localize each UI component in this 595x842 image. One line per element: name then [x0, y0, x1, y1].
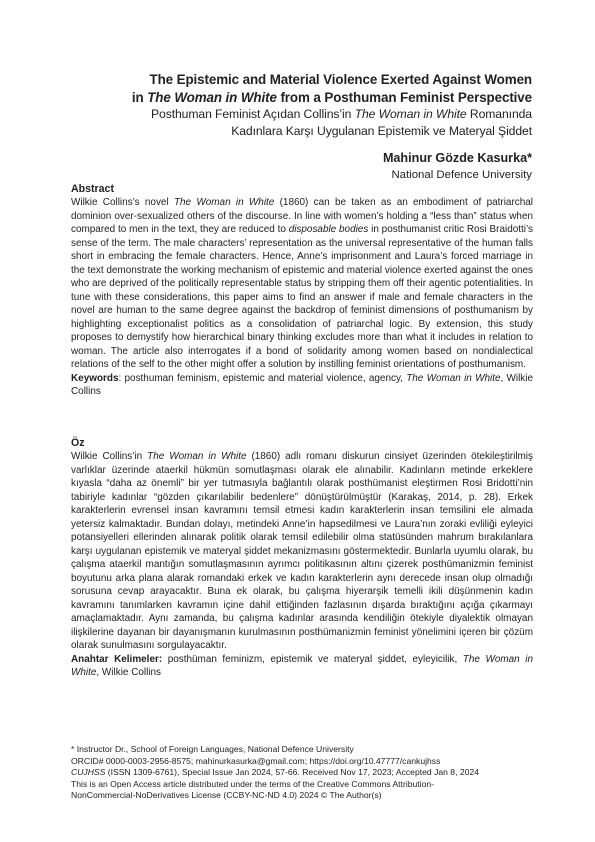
anahtar-kelimeler-text: posthüman feminizm, epistemik ve materyal şiddet, eyleyicilik,: [162, 653, 463, 665]
subtitle-line-2: Kadınlara Karşı Uygulanan Epistemik ve Materyal Şiddet: [231, 124, 532, 138]
abstract-text-2: (1860) can be taken as an embodiment of patriarchal dominion over-sexualized others of the discourse. In line with women’s holding a “less than” status when compared to men in the text, they are reduced to: [71, 197, 533, 235]
oz-heading: Öz: [71, 437, 85, 449]
abstract-heading: Abstract: [71, 183, 114, 195]
author-name: Mahinur Gözde Kasurka*: [382, 151, 532, 165]
keywords-end: , Wilkie Collins: [71, 372, 534, 397]
anahtar-kelimeler-label: Anahtar Kelimeler:: [71, 653, 163, 665]
oz-keywords: [71, 653, 533, 680]
abstract-italic-2: disposable bodies: [288, 224, 369, 235]
subtitle-line-1-prefix: Posthuman Feminist Açıdan Collins’in: [151, 107, 355, 121]
article-title: [60, 71, 532, 106]
footnote-line-1: * Instructor Dr., School of Foreign Languages, National Defence University: [71, 744, 354, 754]
title-block: [60, 71, 532, 140]
keywords-text: : posthuman feminism, epistemic and material violence, agency,: [118, 372, 407, 384]
subtitle-novel-name: The Woman in White: [354, 107, 467, 121]
footnote: [71, 744, 536, 802]
oz-italic-1: The Woman in White: [147, 451, 247, 462]
author-block: [383, 150, 532, 183]
keywords-label: Keywords: [71, 372, 119, 384]
footnote-line-3: [71, 767, 536, 779]
author-affiliation: National Defence University: [391, 169, 532, 181]
abstract-italic-1: The Woman in White: [173, 197, 275, 208]
journal-abbrev: CUJHSS: [71, 767, 106, 778]
oz-paragraph: [71, 450, 533, 653]
abstract-section: [71, 183, 533, 399]
abstract-keywords: [71, 372, 533, 399]
oz-text-1: Wilkie Collins’in: [71, 451, 148, 462]
abstract-paragraph: [71, 196, 533, 372]
subtitle-line-1-suffix: Romanında: [466, 107, 532, 121]
keywords-italic: The Woman in White: [406, 372, 501, 384]
article-subtitle: [60, 106, 532, 140]
title-line-2-prefix: in: [131, 89, 148, 105]
abstract-text-1: Wilkie Collins’s novel: [71, 197, 174, 208]
anahtar-kelimeler-italic: The Woman in White: [71, 653, 533, 678]
anahtar-kelimeler-end: , Wilkie Collins: [96, 667, 162, 678]
oz-text-2: (1860) adlı romanı diskurun cinsiyet üzerinden ötekileştirilmiş varlıklar üzerinde ataerkil hükmün somutlaşması olarak ele alınabilir. Kadınların metinde erkeklere kıyasla “daha az önemli” bir yer tutmasıyla bağlantılı olarak posthümanist eleştirmen Rosi Bridotti’nin tabiriyle kadınlar “gözden çıkarılabilir bedenlere” dönüştürülmüştür (Karakaş, 2014, p. 28). Erkek karakterlerin evrensel insan kavramını temsil etmesi kadın karakterlerin insan temsilini ele almada yetersiz kalmaktadır. Bundan dolayı, metindeki Anne’in hapsedilmesi ve Laura’nın zoraki evliliği eyleyici potansiyelleri ellerinden alınarak politik olarak temsil edilebilir olma statüsünden mahrum bırakılanlara karşı uygulanan epistemik ve materyal şiddet mekanizmasını göstermektedir. Bunlarla uyumlu olarak, bu çalışma ataerkil mantığın somutlaşmasının ayrımcı politikasının altını çizerek posthümanizmin feminist boyutunu arka plana alarak romandaki erkek ve kadın karakterlerin aynı derecede insan olup olmadığı sorusuna cevap arayacaktır. Buna ek olarak, bu çalışma hiyerarşik temelli ikili düşünmenin kadın kavramını tanımlarken kavramın içine dahil ettiğinden fazlasının dışarda bıraktığını açığa çıkarmayı amaçlamaktadır. Aynı zamanda, bu çalışma kadınlar arasında kendiliğin ötekiyle diyalektik olmayan ilişkilerine dayanan bir dayanışmanın kurulmasının posthümanizmin feminist yönelimini içeren bir çözüm olarak sunulmasını sorgulayacaktır.: [71, 451, 533, 651]
oz-section: [71, 437, 533, 680]
footnote-line-4: This is an Open Access article distributed under the terms of the Creative Commons Attribution-: [71, 778, 435, 789]
title-line-2-suffix: from a Posthuman Feminist Perspective: [276, 89, 532, 105]
abstract-text-3: in posthumanist critic Rosi Braidotti’s sense of the term. The male characters’ representation as the universal representative of the human falls short in embracing the female characters. Hence, Anne’s imprisonment and Laura’s forced marriage in the text demonstrate the working mechanism of epistemic and material violence exerted against the ones who are deprived of the politically representable status by stripping them off their agentic potentialities. In tune with these considerations, this paper aims to find an answer if male and female characters in the novel are human to the same degree against the backdrop of feminist dimensions of posthumanism by highlighting exceptionalist politics as a consolidation of patriarchal logic. By extension, this study proposes to demystify how hierarchical binary thinking excludes more than what it includes in relation to woman. The article also interrogates if a bond of solidarity among women based on nondialectical relations of the self to the other might offer a solution by instilling feminist orientations of posthumanism.: [71, 224, 534, 370]
footnote-line-5: NonCommercial-NoDerivatives License (CCBY-NC-ND 4.0) 2024 © The Author(s): [71, 790, 382, 801]
footnote-line-3-text: (ISSN 1309-6761), Special Issue Jan 2024, 57-66. Received Nov 17, 2023; Accepted Jan 8, 2024: [105, 767, 479, 778]
title-novel-name: The Woman in White: [147, 89, 277, 105]
footnote-line-2: ORCID# 0000-0003-2956-8575; mahinurkasurka@gmail.com; https://doi.org/10.47777/cankujhss: [71, 755, 441, 766]
title-line-1: The Epistemic and Material Violence Exerted Against Women: [149, 72, 532, 87]
